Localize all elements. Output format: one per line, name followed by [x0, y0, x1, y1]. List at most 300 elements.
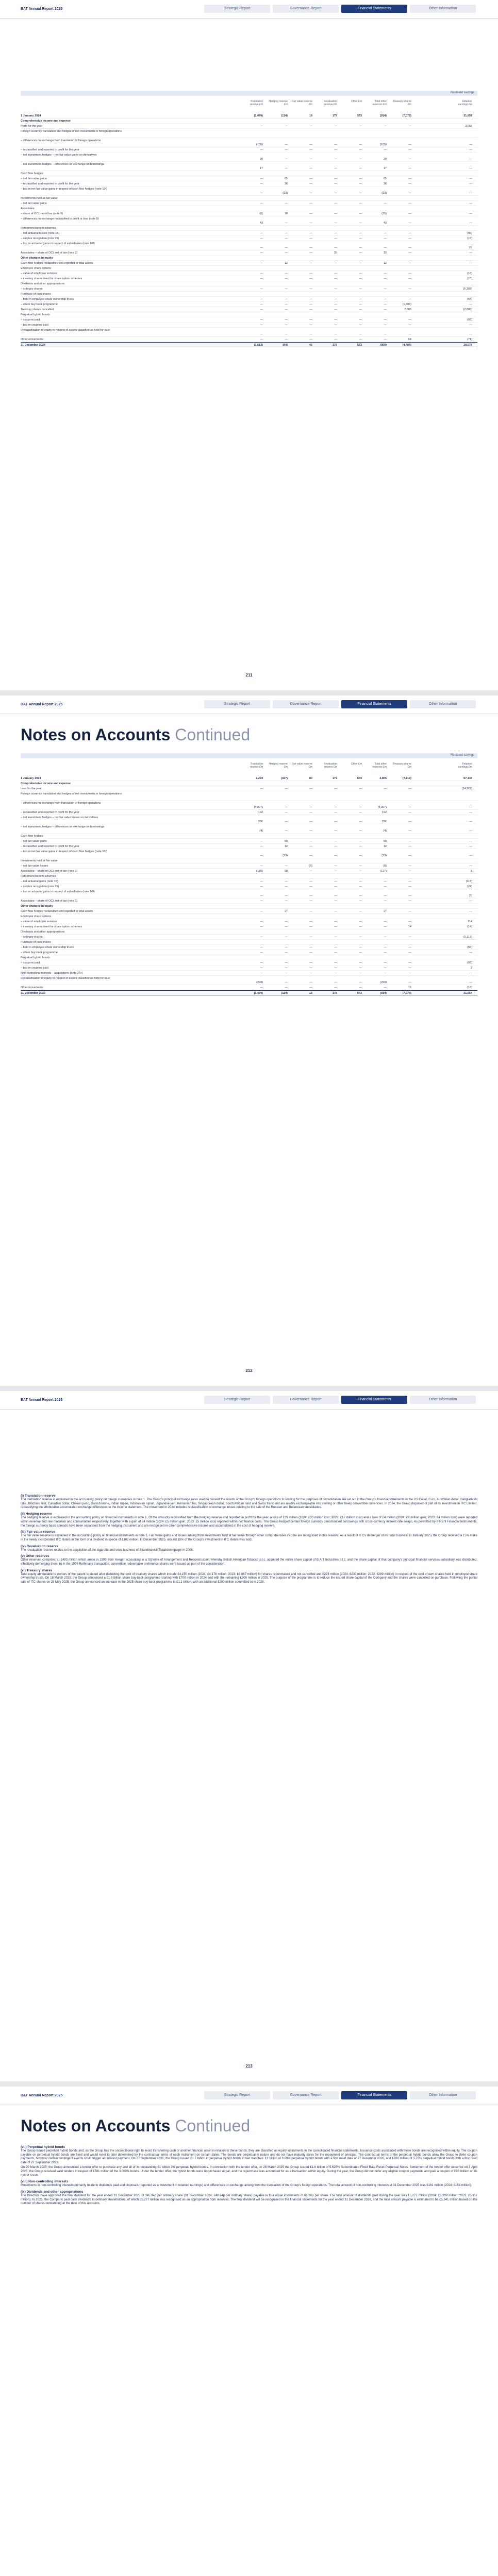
row-label: – net fair value gains: [21, 202, 47, 205]
table-cell: —: [408, 829, 411, 833]
table-cell: —: [359, 167, 362, 170]
table-cell: —: [260, 865, 263, 868]
table-cell: —: [469, 177, 472, 180]
table-cell: —: [285, 158, 288, 161]
nav-strategic-report[interactable]: Strategic Report: [204, 2091, 270, 2099]
table-cell: —: [334, 840, 337, 843]
report-title: BAT Annual Report 2025: [21, 1398, 63, 1402]
note-paragraph: The fair value reserve is explained in the accounting policy on financial instruments in note 1. Fair value gains and losses arising from investments held at fair value through other comprehensive income are recognised in this reserve. As a result of ITC's demerger of its hotel business in January 2025, the Group received a 15% stake in the newly incorporated ITC Hotels in the form of a dividend in specie of £102 million. In December 2025, around 15% of the Group's investment in ITC Hotels was sold.: [21, 1534, 477, 1541]
table-cell: —: [359, 303, 362, 306]
page-number: 212: [245, 1368, 253, 1373]
table-cell: 17: [259, 167, 263, 170]
table-row: [21, 118, 477, 124]
table-cell: (84): [283, 344, 288, 347]
table-cell: —: [334, 845, 337, 848]
table-row: [21, 297, 477, 302]
table-cell: —: [408, 324, 411, 327]
table-cell: (16): [467, 986, 472, 989]
note-paragraph: The translation reserve is explained in the accounting policy on foreign currencies in note 1. The Group's principal exchange rates used to convert the results of the Group's foreign operations to sterling for the purposes of consolidation are set out in the Group's financial statements in the US Dollar, Euro, Australian dollar, Bangladeshi taka, Brazilian real, Canadian dollar, Chilean peso, Danish krone, Indian rupee, Indonesian rupiah, Japanese yen, Romanian leu, Singaporean dollar, South African rand and Swiss franc and are readily exchangeable into sterling or other freely convertible currencies. In 2024, the Group disposed of part of its investment in ITC Limited, reclassifying the attributable accumulated exchange differences to the income statement. The movement in 2024 includes reclassification of exchange losses relating to the sale of the Russian and Belarusian subsidiaries.: [21, 1498, 477, 1510]
table-cell: —: [469, 910, 472, 913]
nav-other-information[interactable]: Other Information: [410, 1396, 476, 1404]
table-cell: —: [309, 237, 312, 240]
table-cell: —: [384, 894, 387, 897]
table-cell: —: [309, 158, 312, 161]
table-cell: —: [309, 925, 312, 928]
restated-note: Restated savings: [450, 91, 474, 94]
table-cell: —: [309, 885, 312, 888]
table-cell: —: [285, 829, 288, 833]
table-cell: —: [408, 961, 411, 964]
row-label: – tax on actuarial gains in respect of subsidiaries (note 10f): [21, 890, 95, 893]
table-cell: —: [309, 806, 312, 809]
table-cell: —: [260, 900, 263, 903]
column-header: Translation reserve £m: [250, 100, 263, 106]
table-row: [21, 776, 477, 781]
nav-strategic-report[interactable]: Strategic Report: [204, 1396, 270, 1404]
table-row: [21, 216, 477, 226]
table-cell: —: [309, 900, 312, 903]
table-row: [21, 849, 477, 858]
table-cell: —: [260, 287, 263, 291]
table-cell: —: [408, 880, 411, 883]
table-cell: —: [359, 148, 362, 151]
table-cell: —: [469, 854, 472, 857]
table-cell: 18: [309, 114, 312, 117]
nav-governance-report[interactable]: Governance Report: [273, 2091, 339, 2099]
table-cell: —: [334, 870, 337, 873]
table-cell: 27: [284, 910, 288, 913]
table-cell: —: [285, 946, 288, 949]
table-cell: —: [260, 946, 263, 949]
table-cell: —: [408, 885, 411, 888]
table-cell: —: [285, 287, 288, 291]
row-label: Reclassification of equity in respect of assets classified as held-for-sale: [21, 329, 110, 332]
table-cell: 18: [284, 212, 288, 215]
table-cell: —: [309, 820, 312, 823]
table-cell: —: [334, 946, 337, 949]
table-cell: (14,367): [461, 787, 472, 790]
row-label: – share buy-back programme: [21, 303, 58, 306]
column-header: Treasury shares £m: [393, 100, 411, 106]
table-cell: —: [260, 854, 263, 857]
row-label: Foreign currency translation and hedges of net investments in foreign operations: [21, 130, 122, 133]
table-cell: —: [334, 277, 337, 280]
table-cell: —: [334, 237, 337, 240]
row-label: – net investment hedges – differences on exchange on borrowings: [21, 163, 104, 166]
table-cell: —: [309, 894, 312, 897]
table-cell: —: [334, 202, 337, 205]
table-cell: 12: [383, 845, 387, 848]
row-label: Employee share options: [21, 915, 52, 918]
table-cell: —: [469, 972, 472, 975]
table-cell: —: [384, 272, 387, 275]
table-cell: —: [285, 232, 288, 235]
table-cell: —: [359, 894, 362, 897]
table-cell: —: [309, 298, 312, 301]
table-cell: (93): [467, 318, 472, 321]
table-cell: —: [408, 167, 411, 170]
row-label: – treasury shares used for share option schemes: [21, 925, 82, 928]
row-label: Cash flow hedges: [21, 835, 43, 838]
table-cell: —: [384, 298, 387, 301]
table-row: [21, 899, 477, 904]
table-cell: 58: [284, 870, 288, 873]
table-cell: (127): [380, 870, 387, 873]
restated-band: [21, 91, 477, 96]
nav-financial-statements[interactable]: Financial Statements: [341, 1396, 407, 1404]
table-cell: —: [309, 910, 312, 913]
table-cell: —: [334, 298, 337, 301]
table-cell: —: [285, 961, 288, 964]
row-label: – reclassified and reported in profit for the year: [21, 811, 79, 814]
table-cell: —: [285, 308, 288, 311]
table-cell: (15): [381, 212, 387, 215]
table-cell: —: [359, 202, 362, 205]
table-cell: 2,293: [256, 777, 263, 780]
table-row: [21, 162, 477, 171]
row-label: Non-controlling interests – acquisitions (note 27c): [21, 972, 83, 975]
table-row: [21, 909, 477, 914]
table-cell: —: [309, 318, 312, 321]
table-cell: —: [309, 986, 312, 989]
table-cell: —: [359, 910, 362, 913]
table-cell: 236: [381, 820, 387, 823]
table-cell: —: [309, 981, 312, 984]
row-label: – differences on exchange reclassified to profit or loss (note 9): [21, 217, 99, 221]
table-cell: —: [359, 333, 362, 336]
table-cell: —: [384, 961, 387, 964]
table-cell: (23): [283, 192, 288, 195]
table-cell: —: [408, 262, 411, 265]
row-label: – net actuarial gains (note 15): [21, 880, 58, 883]
row-label: Dividends and other appropriations: [21, 282, 65, 285]
table-cell: (64): [467, 298, 472, 301]
nav-other-information[interactable]: Other Information: [410, 700, 476, 708]
table-cell: —: [334, 287, 337, 291]
table-cell: —: [359, 967, 362, 970]
table-cell: —: [384, 324, 387, 327]
table-cell: —: [469, 202, 472, 205]
nav-financial-statements[interactable]: Financial Statements: [341, 2091, 407, 2099]
row-label: – share of OCI, net of tax (note 9): [21, 212, 63, 215]
row-label: Cash flow hedges reclassified and reported in total assets: [21, 262, 93, 265]
table-cell: —: [408, 894, 411, 897]
table-cell: —: [469, 981, 472, 984]
table-cell: —: [359, 806, 362, 809]
table-cell: —: [260, 787, 263, 790]
table-cell: —: [469, 167, 472, 170]
column-header: Fair value reserve £m: [292, 100, 313, 106]
row-label: Associates – share of OCI, net of tax (note 9): [21, 251, 78, 255]
column-header: Fair value reserve £m: [292, 762, 313, 769]
table-cell: —: [384, 880, 387, 883]
table-cell: (93): [467, 961, 472, 964]
table-cell: —: [309, 143, 312, 146]
table-cell: —: [408, 910, 411, 913]
row-label: – value of employee services: [21, 272, 57, 275]
table-cell: 20: [383, 158, 387, 161]
table-row: [21, 317, 477, 323]
table-cell: —: [260, 125, 263, 128]
table-row: [21, 791, 477, 801]
table-cell: —: [309, 967, 312, 970]
row-label: Cash flow hedges: [21, 172, 43, 175]
table-cell: —: [260, 986, 263, 989]
table-row: [21, 147, 477, 152]
table-cell: —: [260, 972, 263, 975]
table-cell: —: [334, 212, 337, 215]
table-cell: —: [359, 246, 362, 249]
row-label: – reclassified and reported in profit for the year: [21, 148, 79, 151]
table-cell: —: [408, 298, 411, 301]
row-label: – tax on actuarial gains in respect of subsidiaries (note 10f): [21, 242, 95, 245]
nav-governance-report[interactable]: Governance Report: [273, 1396, 339, 1404]
table-cell: —: [309, 303, 312, 306]
table-cell: —: [309, 961, 312, 964]
table-cell: —: [285, 885, 288, 888]
table-cell: —: [384, 972, 387, 975]
table-row: [21, 914, 477, 919]
table-cell: —: [309, 870, 312, 873]
table-cell: —: [334, 338, 337, 341]
row-label: Purchase of own shares: [21, 941, 52, 944]
table-row: [21, 256, 477, 261]
table-cell: —: [260, 910, 263, 913]
row-label: – tax on coupons paid: [21, 324, 48, 327]
table-cell: —: [260, 251, 263, 255]
note-paragraph: Movements in non-controlling interests primarily relate to dividends paid and disposals (reported as a movement in retained earnings) and differences on exchange arising from the translation of the Group's foreign operations. The total amount of non-controlling interests at 31 December 2025 was £161 million (2024: £154 million).: [21, 2184, 472, 2188]
table-row: [21, 266, 477, 271]
report-title: BAT Annual Report 2025: [21, 2094, 63, 2097]
restated-band: [21, 753, 477, 758]
nav-strategic-report[interactable]: Strategic Report: [204, 5, 270, 13]
table-cell: —: [334, 885, 337, 888]
table-cell: —: [408, 854, 411, 857]
table-cell: —: [408, 251, 411, 255]
table-cell: —: [359, 158, 362, 161]
table-cell: (23): [381, 192, 387, 195]
table-cell: 179: [332, 344, 337, 347]
table-row: [21, 307, 477, 312]
nav-other-information[interactable]: Other Information: [410, 5, 476, 13]
table-cell: (7,079): [402, 992, 411, 995]
table-cell: —: [469, 333, 472, 336]
table-cell: 59: [284, 840, 288, 843]
table-cell: —: [384, 303, 387, 306]
nav-strategic-report[interactable]: Strategic Report: [204, 700, 270, 708]
table-cell: —: [359, 961, 362, 964]
table-cell: —: [359, 338, 362, 341]
row-label: – held in employee share ownership trusts: [21, 946, 74, 949]
table-cell: —: [384, 308, 387, 311]
table-cell: —: [334, 981, 337, 984]
table-row: [21, 879, 477, 884]
row-label: – net investment hedges – net fair value losses on derivatives: [21, 816, 98, 819]
table-cell: —: [334, 811, 337, 814]
table-cell: —: [384, 202, 387, 205]
row-label: – treasury shares used for share option schemes: [21, 277, 82, 280]
table-cell: —: [285, 125, 288, 128]
row-label: Associates – share of OCI, net of tax (note 9): [21, 870, 78, 873]
row-label: Treasury shares cancelled: [21, 308, 54, 311]
table-cell: (15): [467, 237, 472, 240]
table-cell: —: [359, 787, 362, 790]
table-cell: —: [309, 287, 312, 291]
table-cell: —: [334, 986, 337, 989]
table-cell: —: [359, 298, 362, 301]
table-cell: —: [334, 865, 337, 868]
table-cell: (914): [380, 992, 387, 995]
table-cell: —: [359, 951, 362, 954]
row-label: – reclassified and reported in profit for the year: [21, 845, 79, 848]
note-paragraph: Other reserves comprise: a) £483 million which arose in 1999 from merger accounting in a Scheme of Arrangement and Reconstruction whereby British American Tobacco p.l.c. acquired the entire share capital of B.A.T Industries p.l.c. and the share capital of that company's principal financial services subsidiary was distributed, effectively demerging them; b) in the 1999 Rothmans transaction, convertible redeemable preference shares were issued as part of the consideration.: [21, 1558, 477, 1566]
table-cell: —: [309, 829, 312, 833]
table-cell: —: [469, 865, 472, 868]
table-cell: 573: [357, 114, 362, 117]
table-row: [21, 337, 477, 342]
table-cell: —: [309, 840, 312, 843]
table-cell: —: [384, 986, 387, 989]
column-header: Total other reserves £m: [372, 100, 387, 106]
table-cell: 43: [383, 222, 387, 225]
table-cell: —: [309, 787, 312, 790]
table-cell: —: [334, 246, 337, 249]
column-header: Revaluation reserve £m: [323, 100, 337, 106]
table-cell: —: [334, 806, 337, 809]
table-cell: —: [309, 936, 312, 939]
table-cell: —: [408, 972, 411, 975]
table-cell: —: [384, 885, 387, 888]
nav-other-information[interactable]: Other Information: [410, 2091, 476, 2099]
table-cell: 33: [383, 251, 387, 255]
table-row: [21, 929, 477, 935]
table-row: [21, 312, 477, 317]
table-row: [21, 950, 477, 955]
table-cell: —: [384, 333, 387, 336]
page-number: 211: [245, 673, 253, 677]
note-heading: (vi) Treasury shares: [21, 1568, 53, 1572]
table-cell: 2,885: [404, 308, 411, 311]
table-cell: 12: [383, 262, 387, 265]
table-row: [21, 945, 477, 950]
table-row: [21, 206, 477, 211]
table-cell: —: [260, 936, 263, 939]
table-row: [21, 874, 477, 879]
nav-governance-report[interactable]: Governance Report: [273, 5, 339, 13]
table-cell: —: [384, 237, 387, 240]
row-label: – coupons paid: [21, 318, 40, 321]
page-number: 213: [245, 2064, 253, 2069]
table-cell: —: [408, 787, 411, 790]
table-cell: —: [309, 182, 312, 185]
table-cell: —: [359, 981, 362, 984]
table-cell: —: [285, 318, 288, 321]
table-cell: —: [384, 287, 387, 291]
table-cell: (1,613): [254, 344, 263, 347]
table-cell: —: [384, 232, 387, 235]
table-cell: —: [408, 202, 411, 205]
note-heading: (v) Other reserves: [21, 1554, 49, 1558]
row-label: – net actuarial losses (note 15): [21, 232, 60, 235]
table-cell: —: [359, 946, 362, 949]
table-cell: —: [285, 202, 288, 205]
nav-financial-statements[interactable]: Financial Statements: [341, 700, 407, 708]
table-cell: —: [359, 972, 362, 975]
table-cell: —: [260, 303, 263, 306]
table-cell: —: [309, 845, 312, 848]
table-cell: —: [408, 981, 411, 984]
table-cell: —: [408, 806, 411, 809]
table-cell: —: [384, 148, 387, 151]
table-cell: —: [408, 865, 411, 868]
table-cell: (1,470): [254, 992, 263, 995]
table-cell: —: [285, 981, 288, 984]
table-cell: 12: [284, 262, 288, 265]
row-label: – surplus recognition (note 15): [21, 237, 59, 240]
table-row: [21, 985, 477, 990]
table-cell: —: [469, 222, 472, 225]
table-cell: (5,117): [463, 936, 472, 939]
table-cell: —: [469, 143, 472, 146]
note-paragraph: The Directors have approved the final dividend for the year ended 31 December 2025 of 245.04p per ordinary share (31 December 2024: 240.24p per ordinary share) payable in four equal instalments of 61.26p per share. The total amount of dividends paid during the year was £5,277 million (2024: £5,209 million; 2023: £5,117 million). In 2025, the Company paid cash dividends to ordinary shareholders, of which £5,277 million was recognised as an appropriation from reserves. The final dividend will be recognised in the financial statements for the year ended 31 December 2026, and the total amount payable is estimated to be £5,341 million based on the number of shares outstanding at the date of this accounts.: [21, 2194, 477, 2206]
nav-financial-statements[interactable]: Financial Statements: [341, 5, 407, 13]
table-cell: 179: [332, 114, 337, 117]
page-header: [0, 0, 498, 19]
table-cell: —: [260, 262, 263, 265]
table-cell: —: [384, 951, 387, 954]
row-label: – net investment hedges – differences on exchange on borrowings: [21, 825, 104, 828]
table-cell: —: [359, 865, 362, 868]
table-row: [21, 201, 477, 206]
table-cell: —: [359, 920, 362, 923]
table-row: [21, 281, 477, 286]
table-cell: —: [334, 324, 337, 327]
table-cell: —: [359, 880, 362, 883]
table-cell: 28,078: [463, 344, 472, 347]
table-cell: —: [285, 951, 288, 954]
table-cell: —: [260, 925, 263, 928]
table-cell: 2: [470, 967, 472, 970]
table-cell: 192: [381, 811, 387, 814]
table-cell: —: [260, 967, 263, 970]
row-label: – tax on coupons paid: [21, 967, 48, 970]
row-label: – surplus recognition (note 15): [21, 885, 59, 888]
table-cell: —: [334, 303, 337, 306]
table-cell: —: [309, 338, 312, 341]
table-cell: —: [285, 251, 288, 255]
table-cell: —: [285, 820, 288, 823]
table-row: [21, 328, 477, 337]
row-label: – reclassified and reported in profit for the year: [21, 182, 79, 185]
table-cell: —: [408, 182, 411, 185]
row-label: – ordinary shares: [21, 287, 43, 291]
table-cell: —: [359, 820, 362, 823]
table-cell: (23): [283, 854, 288, 857]
nav-governance-report[interactable]: Governance Report: [273, 700, 339, 708]
table-cell: —: [408, 148, 411, 151]
table-cell: —: [309, 222, 312, 225]
table-cell: —: [309, 148, 312, 151]
table-cell: (16): [467, 272, 472, 275]
table-cell: —: [334, 232, 337, 235]
table-cell: —: [384, 318, 387, 321]
row-label: Perpetual hybrid bonds: [21, 313, 50, 316]
table-cell: —: [469, 900, 472, 903]
table-row: [21, 781, 477, 786]
table-cell: —: [359, 262, 362, 265]
table-cell: (299): [380, 981, 387, 984]
row-label: Retirement benefit schemes: [21, 875, 56, 878]
